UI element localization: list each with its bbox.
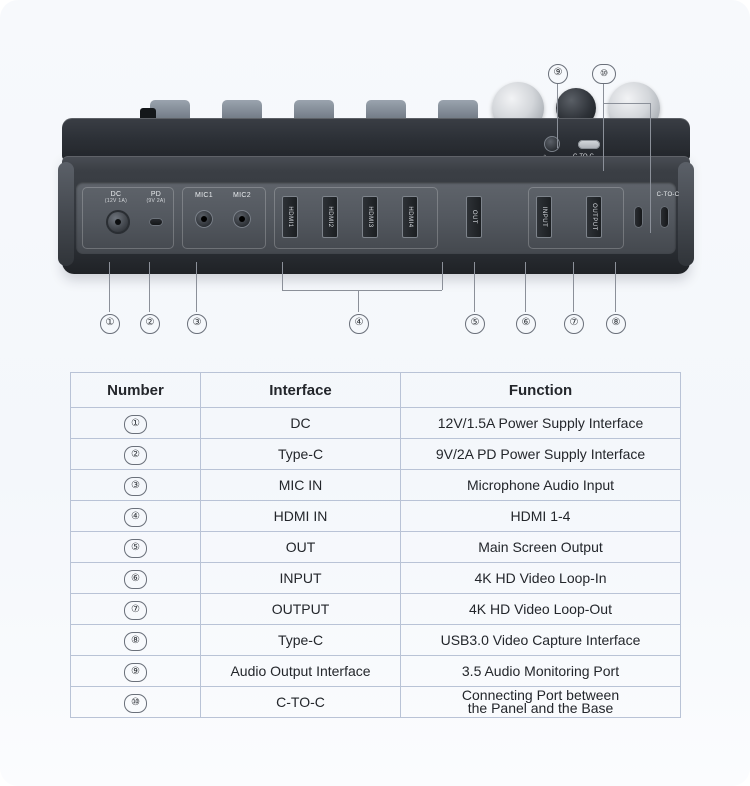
row-number-badge: ③	[124, 477, 147, 496]
callout-5: ⑤	[465, 314, 485, 334]
leader-4-stem	[358, 290, 359, 312]
table-row	[71, 625, 681, 656]
table-row	[71, 470, 681, 501]
row-interface: OUT	[201, 532, 401, 563]
row-number-badge: ⑨	[124, 663, 147, 682]
leader-6	[525, 262, 526, 312]
row-number	[71, 532, 201, 563]
table-row	[71, 563, 681, 594]
row-function-line2: the Panel and the Base	[467, 700, 614, 716]
row-number	[71, 656, 201, 687]
device-end-cap-left	[58, 162, 74, 266]
callout-3: ③	[187, 314, 207, 334]
hdmi-in-4-port	[402, 196, 418, 238]
c-to-c-port-top	[578, 140, 600, 149]
table-row	[71, 439, 681, 470]
loop-output-port	[586, 196, 602, 238]
row-number	[71, 470, 201, 501]
row-number-badge: ⑩	[124, 694, 147, 713]
row-number-badge: ②	[124, 446, 147, 465]
leader-3	[196, 262, 197, 312]
table-header-row	[71, 373, 681, 408]
port-panel	[76, 182, 680, 254]
leader-8	[615, 262, 616, 312]
row-number-badge: ④	[124, 508, 147, 527]
leader-10-drop2	[603, 103, 604, 171]
row-number	[71, 594, 201, 625]
row-function	[401, 687, 681, 718]
row-function: Main Screen Output	[401, 532, 681, 563]
spec-table	[70, 372, 681, 718]
leader-10-branch	[603, 103, 650, 104]
row-function: 3.5 Audio Monitoring Port	[401, 656, 681, 687]
row-number	[71, 625, 201, 656]
dc-label	[98, 191, 134, 204]
header-function: Function	[401, 373, 681, 408]
row-function: HDMI 1-4	[401, 501, 681, 532]
device-illustration	[0, 0, 750, 350]
leader-7	[573, 262, 574, 312]
header-number: Number	[71, 373, 201, 408]
c-to-c-label-front: C-TO-C	[656, 192, 680, 198]
row-interface: Type-C	[201, 625, 401, 656]
row-number	[71, 439, 201, 470]
table-row	[71, 501, 681, 532]
out-label: OUT	[471, 209, 477, 225]
row-interface: C-TO-C	[201, 687, 401, 718]
header-interface: Interface	[201, 373, 401, 408]
spec-table-wrapper	[70, 372, 680, 718]
pd-label-sub: (9V 2A)	[146, 198, 166, 204]
leader-1	[109, 262, 110, 312]
dc-label-sub: (12V 1A)	[104, 198, 128, 204]
device-end-cap-right	[678, 162, 694, 266]
input-label: INPUT	[541, 206, 547, 228]
row-number-badge: ⑥	[124, 570, 147, 589]
row-number	[71, 408, 201, 439]
row-function: 12V/1.5A Power Supply Interface	[401, 408, 681, 439]
row-number	[71, 501, 201, 532]
leader-4-bracket	[282, 290, 442, 291]
loop-input-port	[536, 196, 552, 238]
row-number-badge: ⑦	[124, 601, 147, 620]
hdmi2-label: HDMI2	[327, 206, 333, 228]
pd-label	[138, 191, 174, 204]
hdmi-in-1-port	[282, 196, 298, 238]
row-function: USB3.0 Video Capture Interface	[401, 625, 681, 656]
hdmi3-label: HDMI3	[367, 206, 373, 228]
mic1-port	[195, 210, 213, 228]
mic1-label: MIC1	[195, 192, 213, 199]
hdmi-out-port	[466, 196, 482, 238]
row-number-badge: ⑧	[124, 632, 147, 651]
mic2-port	[233, 210, 251, 228]
dc-label-text: DC	[110, 191, 122, 198]
table-row	[71, 656, 681, 687]
c-to-c-port-front	[660, 206, 669, 228]
usb-capture-type-c-port	[634, 206, 643, 228]
table-row	[71, 594, 681, 625]
row-function: 4K HD Video Loop-In	[401, 563, 681, 594]
device-top-face	[62, 118, 690, 160]
leader-10-stem	[603, 83, 604, 103]
row-interface: INPUT	[201, 563, 401, 594]
callout-4: ④	[349, 314, 369, 334]
mic2-label: MIC2	[233, 192, 251, 199]
callout-8: ⑧	[606, 314, 626, 334]
row-number-badge: ⑤	[124, 539, 147, 558]
row-function: Microphone Audio Input	[401, 470, 681, 501]
row-number	[71, 687, 201, 718]
callout-2: ②	[140, 314, 160, 334]
callout-1: ①	[100, 314, 120, 334]
pd-label-text: PD	[150, 191, 162, 198]
row-function-line1: Connecting Port between	[461, 687, 620, 703]
leader-2	[149, 262, 150, 312]
row-function: 9V/2A PD Power Supply Interface	[401, 439, 681, 470]
callout-10: ⑩	[592, 64, 616, 84]
hdmi-in-3-port	[362, 196, 378, 238]
callout-7: ⑦	[564, 314, 584, 334]
row-interface: DC	[201, 408, 401, 439]
row-number-badge: ①	[124, 415, 147, 434]
hdmi1-label: HDMI1	[287, 206, 293, 228]
row-interface: Audio Output Interface	[201, 656, 401, 687]
row-function: 4K HD Video Loop-Out	[401, 594, 681, 625]
callout-9: ⑨	[548, 64, 568, 84]
row-interface: OUTPUT	[201, 594, 401, 625]
hdmi4-label: HDMI4	[407, 206, 413, 228]
hdmi-in-2-port	[322, 196, 338, 238]
table-row	[71, 408, 681, 439]
leader-5	[474, 262, 475, 312]
leader-9	[557, 83, 558, 148]
leader-4-left	[282, 262, 283, 290]
leader-4-right	[442, 262, 443, 290]
output-label: OUTPUT	[591, 203, 597, 231]
table-row	[71, 687, 681, 718]
row-interface: MIC IN	[201, 470, 401, 501]
device-body	[62, 118, 690, 278]
row-interface: HDMI IN	[201, 501, 401, 532]
table-row	[71, 532, 681, 563]
pd-type-c-port	[149, 218, 163, 226]
row-number	[71, 563, 201, 594]
callout-6: ⑥	[516, 314, 536, 334]
row-interface: Type-C	[201, 439, 401, 470]
leader-10-drop	[650, 103, 651, 233]
dc-jack-port	[106, 210, 130, 234]
